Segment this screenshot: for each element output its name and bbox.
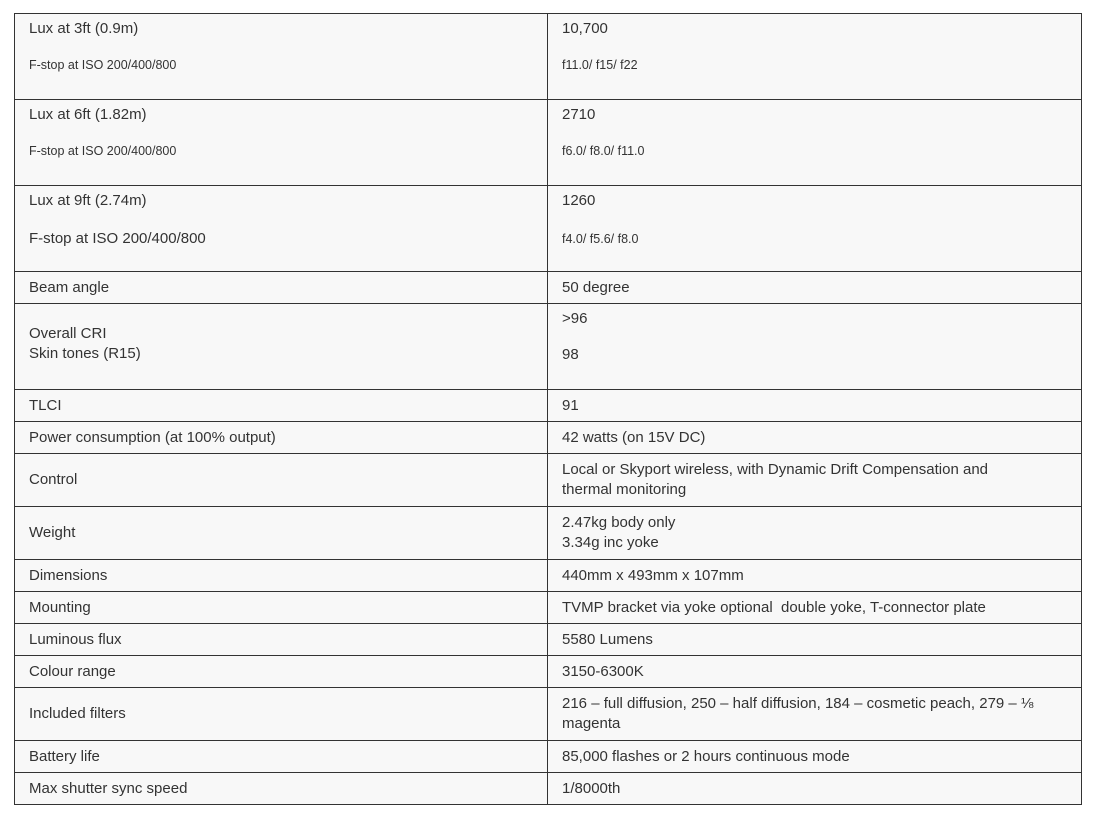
value-cell xyxy=(548,688,1082,741)
table-row-shutter-sync xyxy=(15,773,1082,805)
fstop-3ft-label: F-stop at ISO 200/400/800 xyxy=(29,58,177,72)
lux-6ft-value: 2710 xyxy=(562,106,596,123)
table-row-power xyxy=(15,422,1082,454)
lux-6ft-label: Lux at 6ft (1.82m) xyxy=(29,106,147,123)
shutter-sync-value: 1/8000th xyxy=(548,773,1082,805)
beam-angle-label: Beam angle xyxy=(15,272,548,304)
table-row-beam-angle xyxy=(15,272,1082,304)
weight-value-line2: 3.34g inc yoke xyxy=(562,534,659,551)
value-cell xyxy=(548,14,1082,100)
lux-9ft-value: 1260 xyxy=(562,192,596,209)
colour-range-value: 3150-6300K xyxy=(548,656,1082,688)
label-cell xyxy=(15,100,548,186)
dimensions-label: Dimensions xyxy=(15,560,548,592)
table-row-mounting xyxy=(15,592,1082,624)
fstop-9ft-label: F-stop at ISO 200/400/800 xyxy=(29,230,206,247)
table-row-colour-range xyxy=(15,656,1082,688)
overall-cri-label: Overall CRI xyxy=(29,325,107,342)
lux-9ft-label: Lux at 9ft (2.74m) xyxy=(29,192,147,209)
table-row-lux-9ft xyxy=(15,186,1082,272)
control-value-line1: Local or Skyport wireless, with Dynamic Drift Compensation and xyxy=(562,461,988,478)
filters-value-line1: 216 – full diffusion, 250 – half diffusion, 184 – cosmetic peach, 279 – ⅛ xyxy=(562,695,1034,712)
luminous-flux-value: 5580 Lumens xyxy=(548,624,1082,656)
value-cell xyxy=(548,186,1082,272)
spec-table xyxy=(14,13,1082,805)
tlci-label: TLCI xyxy=(15,390,548,422)
fstop-9ft-value: f4.0/ f5.6/ f8.0 xyxy=(562,232,639,246)
tlci-value: 91 xyxy=(548,390,1082,422)
value-cell xyxy=(548,454,1082,507)
skin-tones-label: Skin tones (R15) xyxy=(29,345,141,362)
value-cell xyxy=(548,507,1082,560)
luminous-flux-label: Luminous flux xyxy=(15,624,548,656)
mounting-label: Mounting xyxy=(15,592,548,624)
value-cell xyxy=(548,100,1082,186)
table-row-filters xyxy=(15,688,1082,741)
weight-label: Weight xyxy=(15,507,548,560)
mounting-value: TVMP bracket via yoke optional double yoke, T-connector plate xyxy=(548,592,1082,624)
fstop-3ft-value: f11.0/ f15/ f22 xyxy=(562,58,638,72)
power-value: 42 watts (on 15V DC) xyxy=(548,422,1082,454)
table-row-dimensions xyxy=(15,560,1082,592)
lux-3ft-value: 10,700 xyxy=(562,20,608,37)
table-row-luminous-flux xyxy=(15,624,1082,656)
battery-life-label: Battery life xyxy=(15,741,548,773)
table-row-battery-life xyxy=(15,741,1082,773)
control-label: Control xyxy=(15,454,548,507)
beam-angle-value: 50 degree xyxy=(548,272,1082,304)
control-value-line2: thermal monitoring xyxy=(562,481,687,498)
dimensions-value: 440mm x 493mm x 107mm xyxy=(548,560,1082,592)
filters-value-line2: magenta xyxy=(562,715,621,732)
filters-label: Included filters xyxy=(15,688,548,741)
skin-tones-value: 98 xyxy=(562,346,579,363)
table-row-lux-6ft xyxy=(15,100,1082,186)
table-row-lux-3ft xyxy=(15,14,1082,100)
fstop-6ft-label: F-stop at ISO 200/400/800 xyxy=(29,144,177,158)
colour-range-label: Colour range xyxy=(15,656,548,688)
label-cell xyxy=(15,14,548,100)
shutter-sync-label: Max shutter sync speed xyxy=(15,773,548,805)
label-cell xyxy=(15,186,548,272)
lux-3ft-label: Lux at 3ft (0.9m) xyxy=(29,20,139,37)
power-label: Power consumption (at 100% output) xyxy=(15,422,548,454)
weight-value-line1: 2.47kg body only xyxy=(562,514,676,531)
table-row-cri xyxy=(15,304,1082,390)
table-row-tlci xyxy=(15,390,1082,422)
table-row-weight xyxy=(15,507,1082,560)
battery-life-value: 85,000 flashes or 2 hours continuous mode xyxy=(548,741,1082,773)
value-cell xyxy=(548,304,1082,390)
label-cell xyxy=(15,304,548,390)
table-row-control xyxy=(15,454,1082,507)
fstop-6ft-value: f6.0/ f8.0/ f11.0 xyxy=(562,144,645,158)
overall-cri-value: >96 xyxy=(562,310,588,327)
